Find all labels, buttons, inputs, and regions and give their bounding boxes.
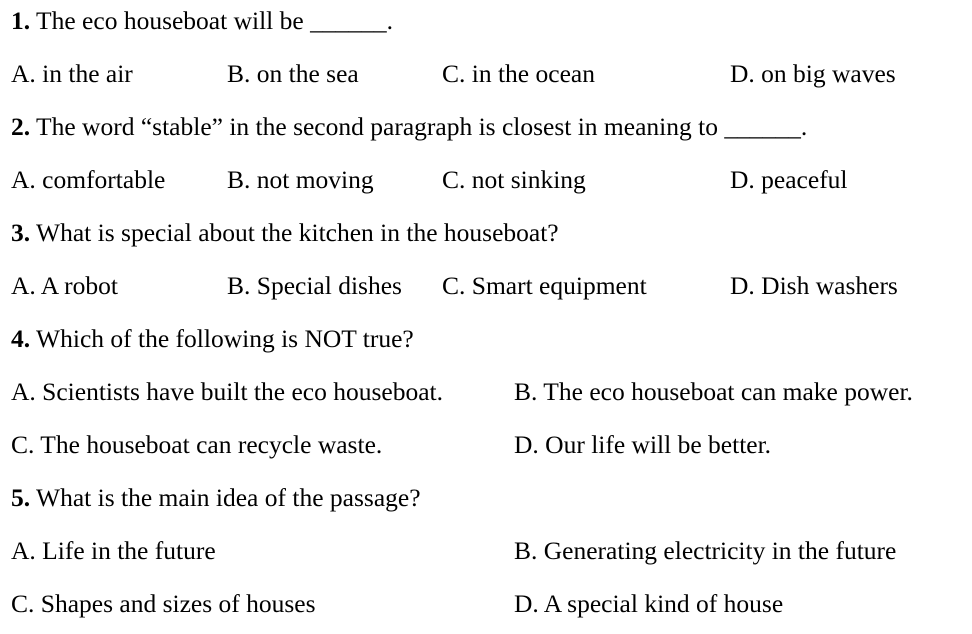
- option-4b: B. The eco houseboat can make power.: [514, 377, 913, 406]
- question-number: 2.: [11, 112, 31, 141]
- option-5d: D. A special kind of house: [514, 589, 784, 618]
- question-1: [11, 8, 393, 34]
- question-text: The eco houseboat will be ______.: [30, 6, 393, 35]
- option-4c: C. The houseboat can recycle waste.: [11, 430, 383, 459]
- option-5b: B. Generating electricity in the future: [514, 536, 897, 565]
- question-text: The word “stable” in the second paragraph is closest in meaning to ______.: [30, 112, 808, 141]
- question-text: What is the main idea of the passage?: [30, 483, 421, 512]
- question-text: What is special about the kitchen in the houseboat?: [30, 218, 559, 247]
- option-1a: A. in the air: [11, 59, 133, 88]
- option-3b: B. Special dishes: [227, 271, 402, 300]
- question-3: [11, 220, 559, 246]
- option-4d: D. Our life will be better.: [514, 430, 772, 459]
- option-1c: C. in the ocean: [442, 59, 595, 88]
- option-2d: D. peaceful: [730, 165, 848, 194]
- option-3d: D. Dish washers: [730, 271, 898, 300]
- question-number: 1.: [11, 6, 31, 35]
- option-2c: C. not sinking: [442, 165, 586, 194]
- question-4: [11, 326, 414, 352]
- question-number: 4.: [11, 324, 31, 353]
- question-number: 3.: [11, 218, 31, 247]
- question-number: 5.: [11, 483, 31, 512]
- option-4a: A. Scientists have built the eco houseboat.: [11, 377, 443, 406]
- option-5c: C. Shapes and sizes of houses: [11, 589, 316, 618]
- option-3a: A. A robot: [11, 271, 118, 300]
- question-5: [11, 485, 421, 511]
- question-text: Which of the following is NOT true?: [30, 324, 414, 353]
- option-2b: B. not moving: [227, 165, 374, 194]
- option-3c: C. Smart equipment: [442, 271, 647, 300]
- question-2: [11, 114, 807, 140]
- option-2a: A. comfortable: [11, 165, 166, 194]
- option-1b: B. on the sea: [227, 59, 359, 88]
- option-1d: D. on big waves: [730, 59, 896, 88]
- option-5a: A. Life in the future: [11, 536, 216, 565]
